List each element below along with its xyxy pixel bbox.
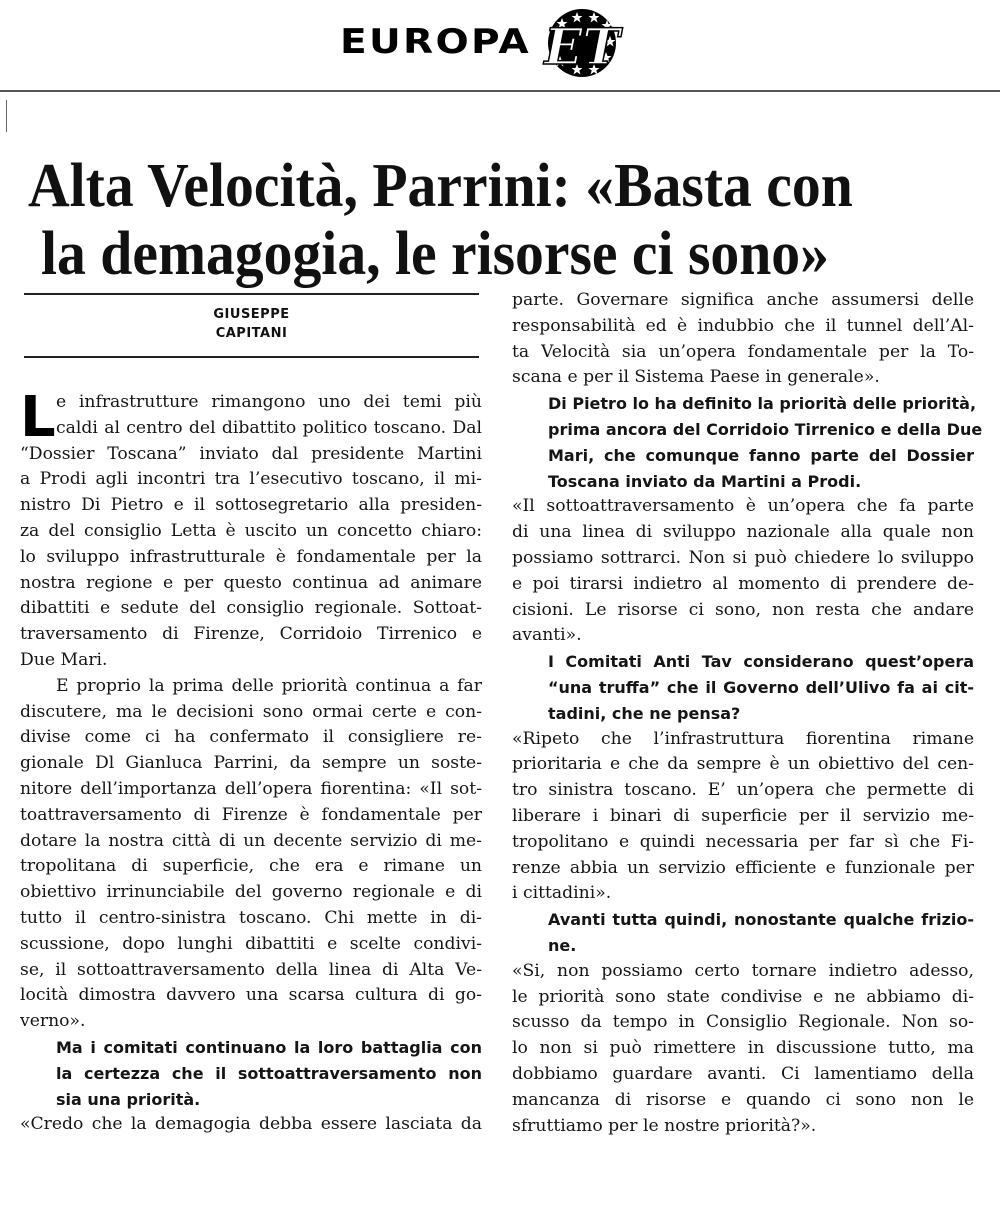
paragraph-line: possiamo sottrarci. Non si può chiedere lo sviluppo [512,547,974,568]
paragraph-line: prioritaria e che da sempre è un obiettivo del cen- [512,754,974,775]
paragraph-line: mancanza di risorse e quando ci sono non le [512,1089,974,1110]
paragraph-end-line: i cittadini». [512,883,612,904]
paragraph-line: traversamento di Firenze, Corridoio Tirrenico e [20,624,482,645]
paragraph-line: za del consiglio Letta è uscito un concetto chiaro: [20,520,482,541]
interview-question-line: Avanti tutta quindi, nonostante qualche frizio- [548,910,974,930]
paragraph-end-line: sfruttiamo per le nostre priorità?». [512,1115,817,1136]
eu-stars-circle-logo-icon [532,8,632,78]
paragraph-line: le priorità sono state condivise e ne abbiamo di- [512,986,974,1007]
byline [24,305,479,343]
paragraph-line: dibattiti e sedute del consiglio regionale. Sottoat- [20,598,482,619]
paragraph-line: cisioni. Le risorse ci sono, non resta che andare [512,599,974,620]
interview-question-line: tadini, che ne pensa? [548,703,741,723]
interview-question-line: “una truffa” che il Governo dell’Ulivo fa ai cit- [548,677,974,697]
paragraph-line: nitore dell’importanza dell’opera fiorentina: «Il sot- [20,778,482,799]
drop-cap: L [20,385,56,450]
paragraph-end-line: avanti». [512,625,582,646]
paragraph-line: tutto il centro-sinistra toscano. Chi mette in di- [20,907,482,928]
paragraph-line: renze abbia un servizio efficiente e funzionale per [512,857,974,878]
author-first-name: GIUSEPPE [213,307,290,322]
paragraph-line: ta Velocità sia un’opera fondamentale per la To- [512,341,974,362]
section-title: EUROPA [340,22,531,62]
paragraph-line: nistro Di Pietro e il sottosegretario alla presiden- [20,495,482,516]
interview-question-line: Toscana inviato da Martini a Prodi. [548,471,862,491]
article-column-right [512,288,983,1139]
masthead-divider [0,90,1000,92]
paragraph-line: tro sinistra toscano. E’ un’opera che permette di [512,780,974,801]
paragraph-line: «Credo che la demagogia debba essere lasciata da [20,1114,482,1135]
paragraph-end-line: scana e per il Sistema Paese in generale». [512,367,880,388]
headline-line-2: la demagogia, le risorse ci sono» [41,219,829,288]
paragraph-line: lo non si può rimettere in discussione tutto, ma [512,1038,974,1059]
paragraph-line: tropolitana di superficie, che era e rimane un [20,856,482,877]
paragraph-line: liberare i binari di superficie per il servizio me- [512,805,974,826]
headline-line-1: Alta Velocità, Parrini: «Basta con [28,151,853,220]
paragraph-line: locità dimostra davvero una scarsa cultura di go- [20,985,482,1006]
paragraph-line: divise come ci ha confermato il consigliere re- [20,727,482,748]
paragraph-line: responsabilità ed è indubbio che il tunnel dell’Al- [512,315,974,336]
byline-rule-top [24,293,479,295]
paragraph-line: dotare la nostra città di un decente servizio di me- [20,830,482,851]
byline-rule-bottom [24,356,479,358]
article-column-left [20,385,482,1138]
interview-question-line: I Comitati Anti Tav considerano quest’opera [548,652,974,672]
paragraph-line: «Si, non possiamo certo tornare indietro adesso, [512,960,974,981]
masthead [0,0,1000,90]
paragraph-line: parte. Governare significa anche assumersi delle [512,290,974,310]
interview-question-line: Di Pietro lo ha definito la priorità delle priorità, [548,394,977,414]
paragraph-line: se, il sottoattraversamento della linea di Alta Ve- [20,959,482,980]
paragraph-line: E proprio la prima delle priorità continua a far [56,675,482,696]
paragraph-line: a Prodi agli incontri tra l’esecutivo toscano, il mi- [20,469,482,490]
lead-paragraph-line: e infrastrutture rimangono uno dei temi più [56,392,482,412]
paragraph-line: lo sviluppo infrastrutturale è fondamentale per la [20,546,482,567]
paragraph-end-line: verno». [20,1011,86,1032]
paragraph-line: «Ripeto che l’infrastruttura fiorentina rimane [512,728,974,749]
paragraph-line: scussione, dopo lunghi dibattiti e scelte condivi- [20,933,482,954]
paragraph-line: di una linea di sviluppo nazionale alla quale non [512,522,974,543]
paragraph-line: e poi tirarsi indietro al momento di prendere de- [512,573,974,594]
paragraph-line: tropolitano e quindi necessaria per far sì che Fi- [512,831,974,852]
author-last-name: CAPITANI [215,326,288,341]
interview-question-line: la certezza che il sottoattraversamento non [56,1063,482,1083]
paragraph-line: “Dossier Toscana” inviato dal presidente Martini [20,443,482,464]
paragraph-line: nostra regione e per questo continua ad animare [20,572,482,593]
paragraph-line: scusso da tempo in Consiglio Regionale. Non so- [512,1012,974,1033]
paragraph-line: toattraversamento di Firenze è fondamentale per [20,804,482,825]
interview-question-line: prima ancora del Corridoio Tirrenico e della Due [548,419,983,439]
margin-mark [6,100,7,132]
paragraph-line: discutere, ma le decisioni sono ormai certe e con- [20,701,482,722]
interview-question-line: ne. [548,935,577,955]
headline [28,152,921,288]
paragraph-line: obiettivo irrinunciabile del governo regionale e di [20,882,482,903]
paragraph-end-line: Due Mari. [20,649,108,670]
interview-question-line: sia una priorità. [56,1089,201,1109]
paragraph-line: «Il sottoattraversamento è un’opera che fa parte [512,496,974,517]
paragraph-line: gionale Dl Gianluca Parrini, da sempre un soste- [20,753,482,774]
paragraph-line: dobbiamo guardare avanti. Ci lamentiamo della [512,1063,974,1084]
lead-paragraph-line: caldi al centro del dibattito politico toscano. Dal [56,417,482,438]
logo-letters: ET [544,17,620,76]
interview-question-line: Mari, che comunque fanno parte del Dossier [548,445,974,465]
interview-question-line: Ma i comitati continuano la loro battaglia con [56,1037,482,1057]
